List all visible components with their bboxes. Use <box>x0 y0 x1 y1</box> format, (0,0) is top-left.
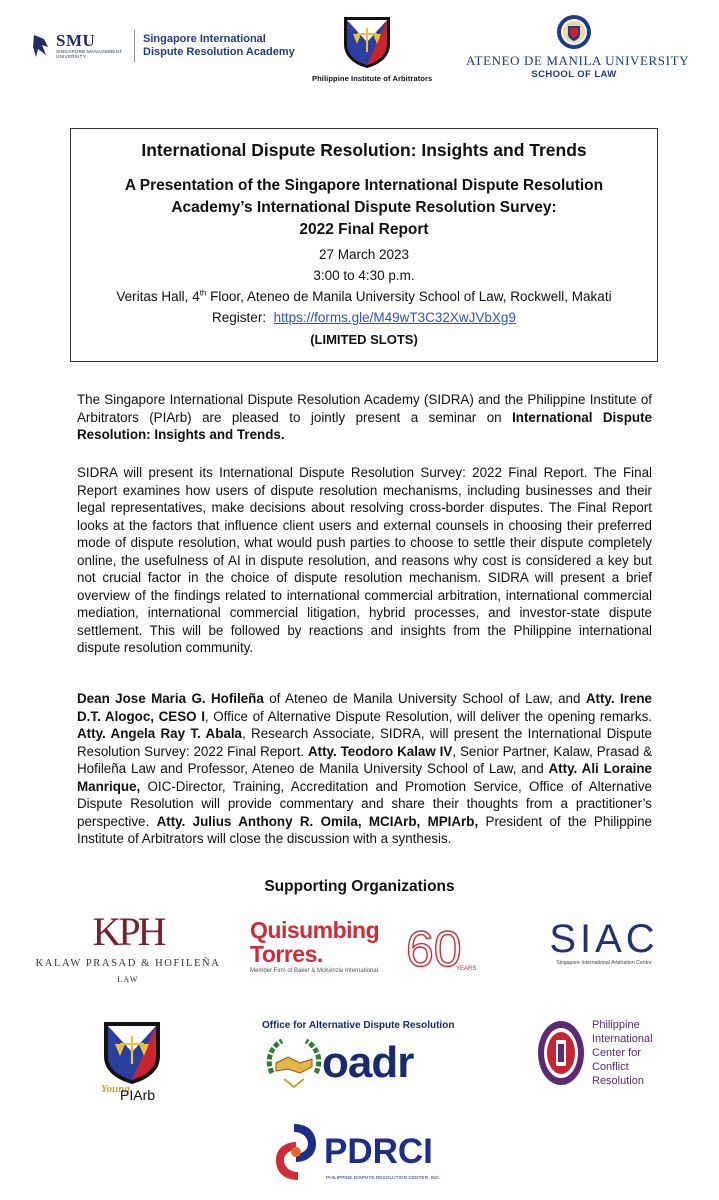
picc-seal-icon <box>536 1018 586 1088</box>
kph-monogram: KPH <box>92 909 164 954</box>
sixty-years-icon <box>404 920 484 974</box>
smu-lion-icon <box>30 33 52 59</box>
event-subtitle <box>71 175 657 241</box>
handshake-wreath-icon <box>262 1033 326 1093</box>
young-label: Young <box>101 1083 130 1095</box>
kph-name: KALAW PRASAD & HOFILEÑA <box>35 958 221 969</box>
speaker-text: , Senior Partner, Kalaw, Prasad & Hofileña Law and Professor, Ateneo de Manila University School of Law, and <box>77 743 653 776</box>
speaker-text: of Ateneo de Manila University School of Law, and <box>263 691 586 706</box>
siac-subtitle: Singapore International Arbitration Centre <box>556 960 652 966</box>
logo-divider <box>134 30 135 62</box>
venue-part1: Veritas Hall, 4 <box>116 289 200 304</box>
picc-name <box>592 1018 653 1088</box>
picc-line4: Conflict <box>592 1061 629 1073</box>
pia-name: Philippine Institute of Arbitrators <box>312 74 433 83</box>
kph-logo <box>30 910 226 984</box>
event-title: International Dispute Resolution: Insights and Trends <box>141 140 587 160</box>
header-logos <box>0 0 719 110</box>
event-subtitle-line3: 2022 Final Report <box>299 221 429 238</box>
intro-text: The Singapore International Dispute Resolution Academy (SIDRA) and the Philippine Institute of Arbitrators (PIArb) are pleased to jointly present a seminar on <box>77 392 652 425</box>
event-venue <box>71 286 657 307</box>
speaker-text: , Office of Alternative Dispute Resolution, will deliver the opening remarks. <box>204 708 652 724</box>
ateneo-name: ATENEO DE MANILA UNIVERSITY <box>466 53 690 68</box>
oadr-full-name: Office for Alternative Dispute Resolution <box>262 1020 455 1031</box>
sidra-name-line2: Dispute Resolution Academy <box>143 46 295 58</box>
siac-wordmark: SIAC <box>549 917 659 961</box>
picc-line5: Resolution <box>592 1075 644 1087</box>
speaker-name: Dean Jose Maria G. Hofileña <box>77 691 264 706</box>
oadr-logo <box>262 1020 472 1093</box>
picc-line3: Center for <box>592 1047 641 1059</box>
years-label: YEARS <box>456 966 477 972</box>
event-info-box <box>70 128 658 362</box>
pdrci-wordmark: PDRCI <box>324 1132 433 1171</box>
qt-name-line2: Torres. <box>250 941 323 967</box>
kph-law: LAW <box>117 975 139 984</box>
speaker-text: OIC-Director, Training, Accreditation and Promotion Service, Office of Alternative Dispute Resolution will provide commentary and share their thoughts from a practitioner’s perspective. <box>77 778 652 829</box>
sidra-name-line1: Singapore International <box>143 33 266 45</box>
register-label: Register: <box>212 310 267 325</box>
survey-paragraph: SIDRA will present its International Dispute Resolution Survey: 2022 Final Report. The Final Report examines how users of dispute resolution mechanisms, including businesses and their legal representatives, make decisions about resolving cross-border disputes. The Final Report looks at the factors that influence client users and external counsels in choosing their preferred mode of dispute resolution, what would push parties to choose to settle their dispute completely online, the usefulness of AI in dispute resolution, and reasons why cost is considered a key but not crucial factor in the choice of dispute resolution mechanism. SIDRA will present a brief overview of the findings related to international commercial arbitration, international commercial mediation, international commercial litigation, hybrid processes, and investor-state dispute settlement. This will be followed by reactions and insights from the Philippine international dispute resolution community. <box>77 465 652 655</box>
smu-sidra-logo <box>30 30 295 62</box>
event-subtitle-line1: A Presentation of the Singapore International Dispute Resolution <box>124 177 604 194</box>
speaker-text: , Research Associate, SIDRA, will present the International Dispute Resolution Survey: 2022 Final Report. <box>77 726 652 759</box>
limited-slots-note: (LIMITED SLOTS) <box>310 332 418 347</box>
ateneo-logo <box>466 14 690 80</box>
intro-paragraph <box>77 391 652 444</box>
supporting-organizations-heading: Supporting Organizations <box>264 878 455 895</box>
siac-logo <box>534 918 674 966</box>
register-link[interactable]: https://forms.gle/M49wT3C32XwJVbXg9 <box>273 310 516 325</box>
picc-logo <box>536 1018 686 1088</box>
picc-line1: Philippine <box>592 1019 640 1031</box>
venue-part2: Floor, Ateneo de Manila University School of Law, Rockwell, Makati <box>206 289 612 304</box>
picc-line2: International <box>592 1033 653 1045</box>
speaker-name: Atty. Julius Anthony R. Omila, MCIArb, MPIArb, <box>156 813 479 829</box>
quisumbing-torres-logo <box>250 918 486 978</box>
qt-name-line1: Quisumbing <box>250 917 380 943</box>
smu-subtitle: SINGAPORE MANAGEMENT UNIVERSITY <box>56 49 123 59</box>
sixty-numeral: 60 <box>406 921 462 974</box>
speaker-name: Atty. Irene D.T. Alogoc, CESO I <box>77 691 652 724</box>
pia-shield-icon <box>341 14 393 70</box>
pia-logo <box>312 14 433 83</box>
speaker-name: Atty. Angela Ray T. Abala <box>77 726 243 741</box>
intro-seminar-title: International Dispute Resolution: Insights and Trends. <box>77 409 652 442</box>
pdrci-subtitle: PHILIPPINE DISPUTE RESOLUTION CENTER, INC. <box>326 1176 441 1181</box>
smu-wordmark: SMU <box>56 31 96 50</box>
event-subtitle-line2: Academy’s International Dispute Resolution Survey: <box>171 199 557 216</box>
speaker-text: President of the Philippine Institute of Arbitrators will close the discussion with a synthesis. <box>77 813 653 846</box>
speaker-name: Atty. Teodoro Kalaw IV <box>307 743 453 759</box>
ateneo-school: SCHOOL OF LAW <box>531 69 617 80</box>
piarb-label: PIArb <box>120 1087 156 1102</box>
event-register <box>71 307 657 328</box>
venue-ordinal: th <box>199 288 207 298</box>
young-piarb-logo <box>100 1020 164 1102</box>
speakers-paragraph <box>77 690 652 848</box>
speaker-name: Atty. Ali Loraine Manrique, <box>77 761 652 794</box>
pdrci-emblem-icon <box>272 1120 322 1184</box>
oadr-wordmark: oadr <box>322 1038 414 1087</box>
event-date: 27 March 2023 <box>318 247 410 262</box>
event-time: 3:00 to 4:30 p.m. <box>313 268 415 283</box>
qt-member-note: Member Firm of Baker & McKenzie International <box>250 968 379 974</box>
pdrci-logo <box>272 1120 452 1190</box>
ateneo-seal-icon <box>556 14 592 50</box>
